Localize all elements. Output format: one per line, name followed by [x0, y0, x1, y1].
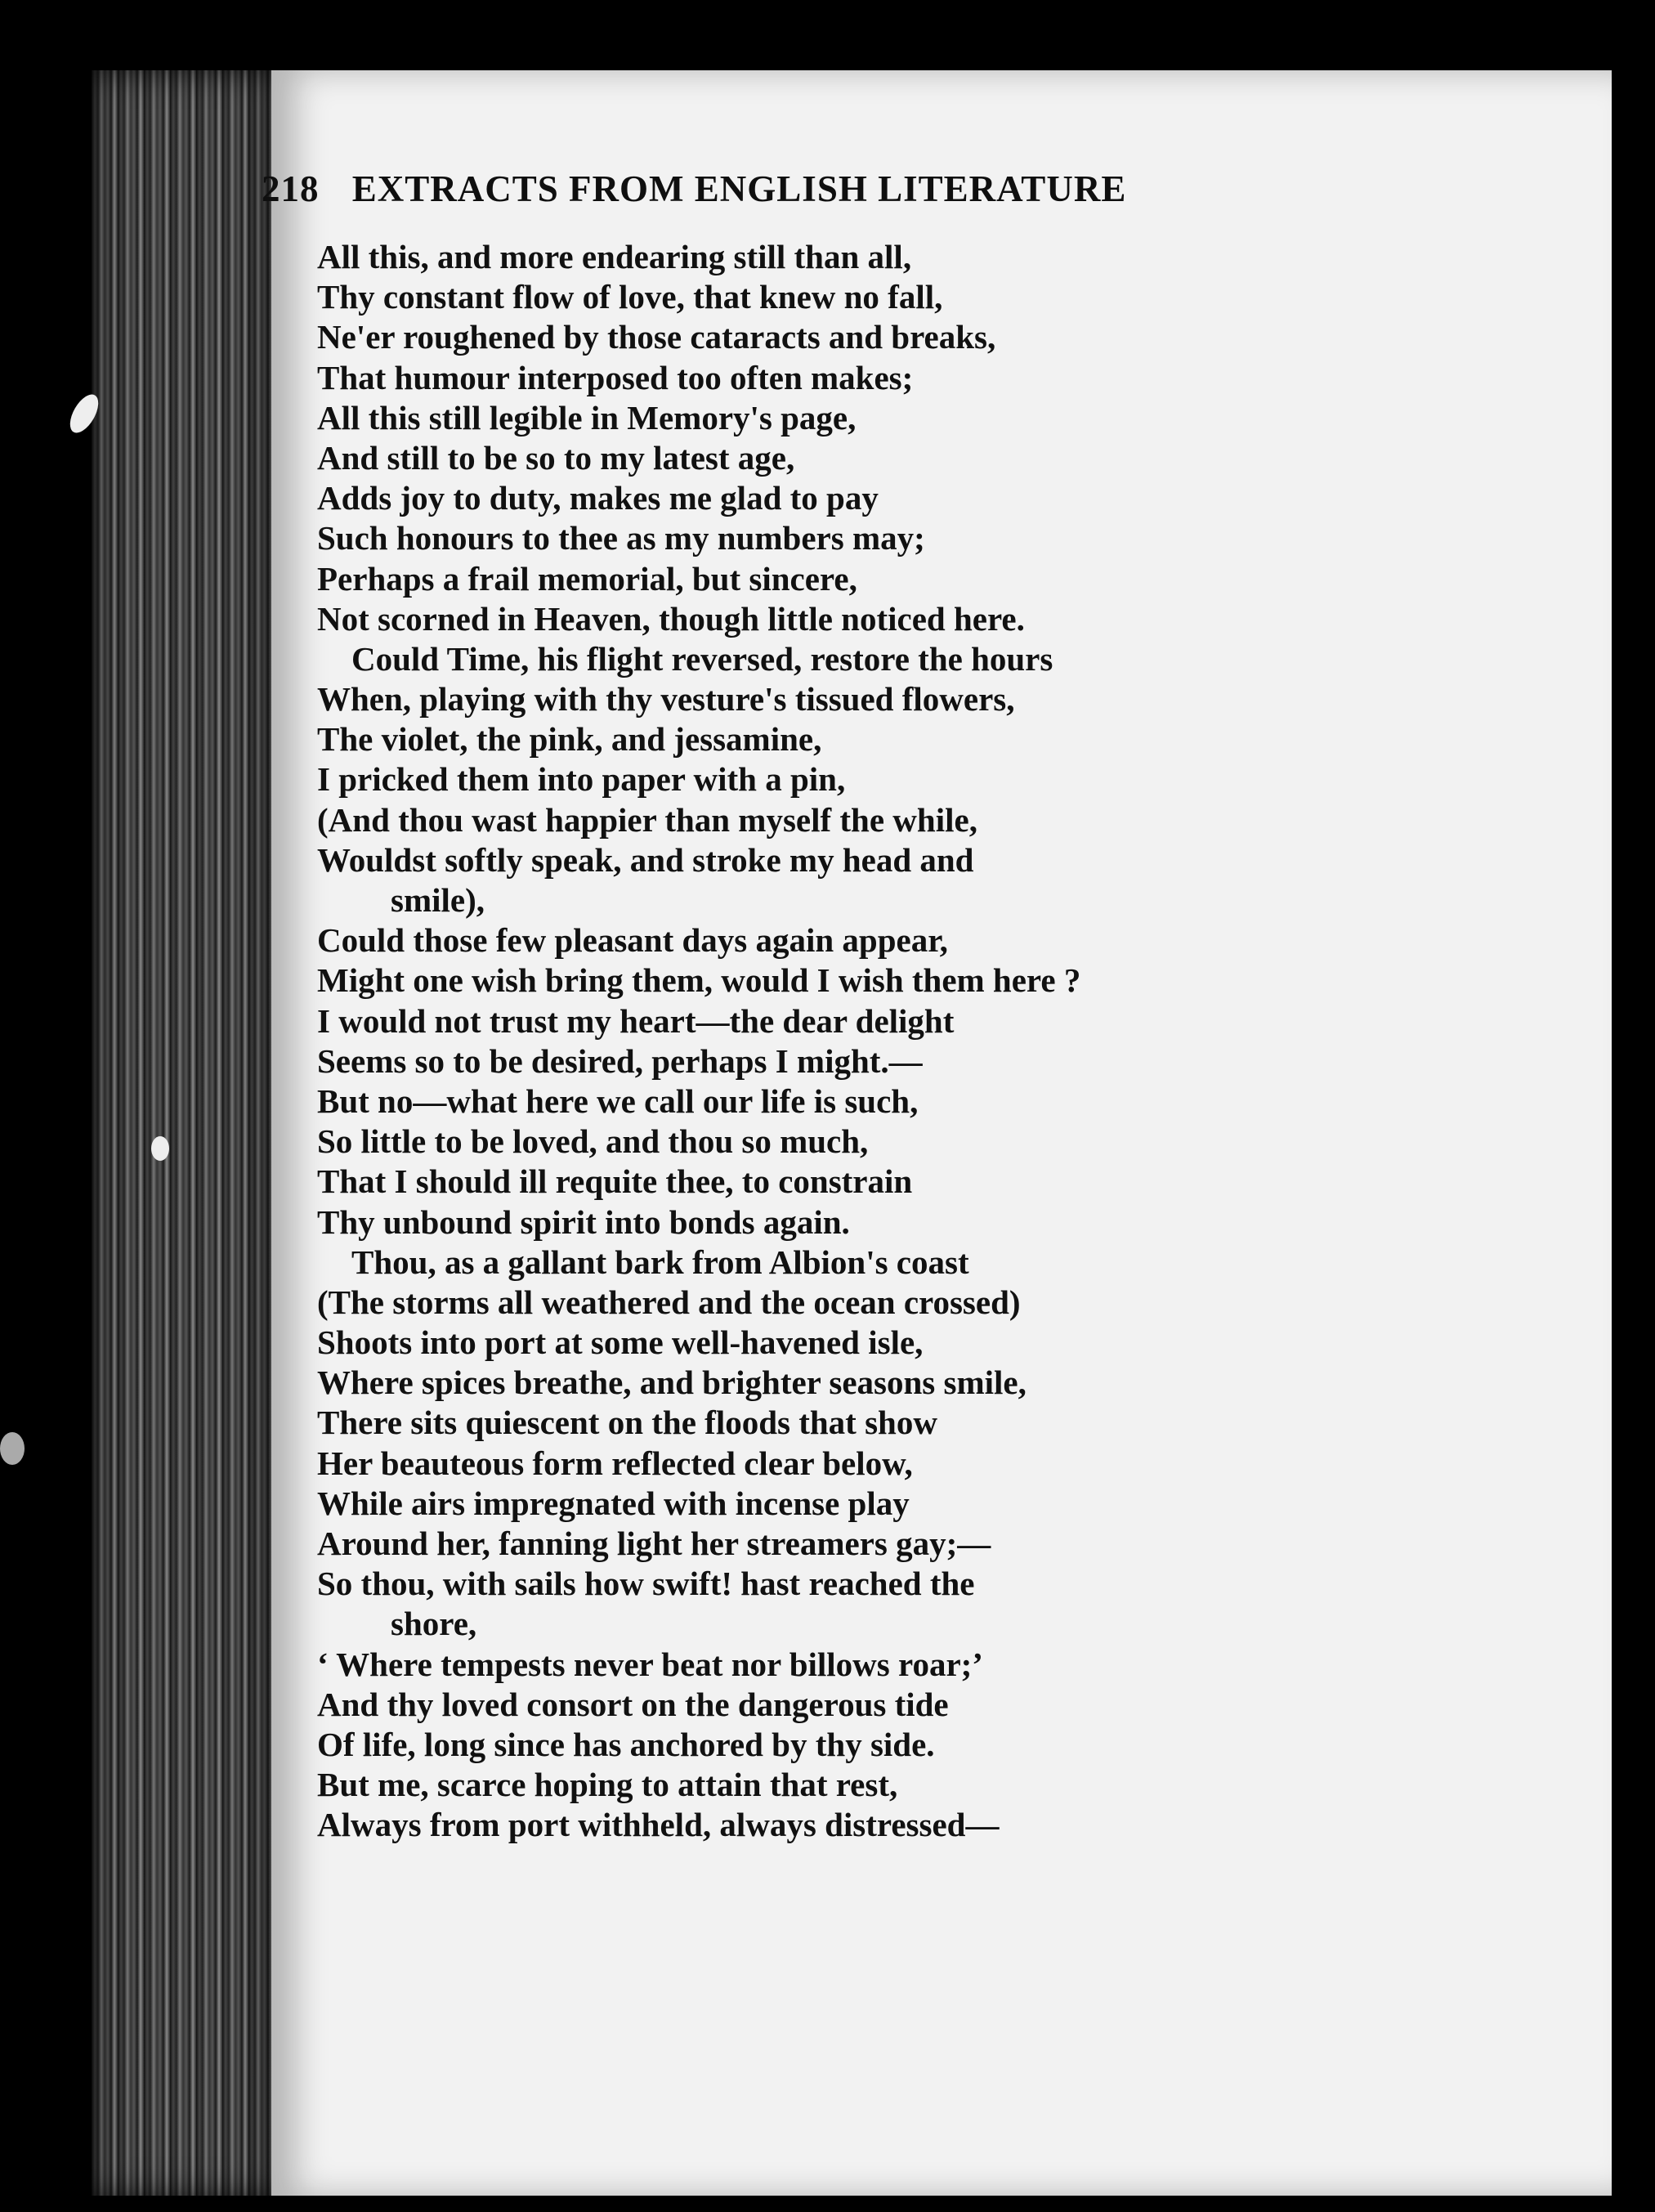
poem-line: But no—what here we call our life is such,: [317, 1081, 919, 1120]
poem-line: The violet, the pink, and jessamine,: [317, 720, 822, 759]
poem-line: Thy unbound spirit into bonds again.: [317, 1202, 850, 1241]
poem-text: [317, 237, 1478, 1846]
poem-line: So thou, with sails how swift! hast reached the: [317, 1565, 975, 1603]
scan-speck: [151, 1136, 169, 1161]
book-page-edges: [92, 70, 271, 2196]
poem-line-continuation: shore,: [391, 1605, 477, 1643]
poem-line: Wouldst softly speak, and stroke my head and: [317, 840, 974, 879]
poem-line: ‘ Where tempests never beat nor billows roar;’: [317, 1645, 983, 1683]
poem-line: Seems so to be desired, perhaps I might.—: [317, 1041, 923, 1080]
running-head: [262, 168, 1455, 217]
poem-line: Could those few pleasant days again appear,: [317, 921, 948, 960]
poem-line: Such honours to thee as my numbers may;: [317, 519, 925, 557]
poem-line: There sits quiescent on the floods that show: [317, 1404, 937, 1442]
poem-line: All this still legible in Memory's page,: [317, 398, 857, 437]
poem-line: Thy constant flow of love, that knew no fall,: [317, 278, 943, 316]
poem-line: Might one wish bring them, would I wish them here ?: [317, 961, 1081, 1000]
stanza-start-line: Thou, as a gallant bark from Albion's coast: [351, 1243, 969, 1281]
poem-line: That humour interposed too often makes;: [317, 358, 914, 396]
poem-line: So little to be loved, and thou so much,: [317, 1122, 869, 1161]
poem-line: While airs impregnated with incense play: [317, 1484, 910, 1522]
poem-line: Ne'er roughened by those cataracts and breaks,: [317, 318, 996, 356]
poem-line: And still to be so to my latest age,: [317, 438, 795, 477]
poem-line: When, playing with thy vesture's tissued flowers,: [317, 680, 1015, 719]
running-title: EXTRACTS FROM ENGLISH LITERATURE: [351, 168, 1127, 209]
poem-line: Perhaps a frail memorial, but sincere,: [317, 559, 857, 598]
poem-line: I pricked them into paper with a pin,: [317, 760, 846, 799]
poem-line: Not scorned in Heaven, though little noticed here.: [317, 599, 1025, 638]
poem-line: (And thou wast happier than myself the while,: [317, 800, 977, 839]
scan-speck: [0, 1432, 25, 1465]
poem-line: I would not trust my heart—the dear delight: [317, 1001, 955, 1040]
poem-line: Where spices breathe, and brighter seasons smile,: [317, 1363, 1027, 1402]
poem-line: (The storms all weathered and the ocean crossed): [317, 1283, 1021, 1321]
poem-line: Always from port withheld, always distressed—: [317, 1806, 1000, 1844]
poem-line: And thy loved consort on the dangerous tide: [317, 1685, 949, 1723]
poem-line: Of life, long since has anchored by thy side.: [317, 1725, 935, 1763]
poem-line-continuation: smile),: [391, 881, 485, 919]
poem-line: But me, scarce hoping to attain that rest,: [317, 1766, 898, 1804]
poem-line: Around her, fanning light her streamers gay;—: [317, 1525, 991, 1562]
stanza-start-line: Could Time, his flight reversed, restore the hours: [351, 639, 1053, 678]
poem-line: That I should ill requite thee, to constrain: [317, 1162, 913, 1201]
poem-line: Adds joy to duty, makes me glad to pay: [317, 479, 879, 517]
poem-line: Her beauteous form reflected clear below,: [317, 1444, 913, 1482]
page-number: 218: [262, 168, 320, 209]
poem-line: Shoots into port at some well-havened isle,: [317, 1323, 924, 1362]
poem-line: All this, and more endearing still than all,: [317, 238, 912, 275]
